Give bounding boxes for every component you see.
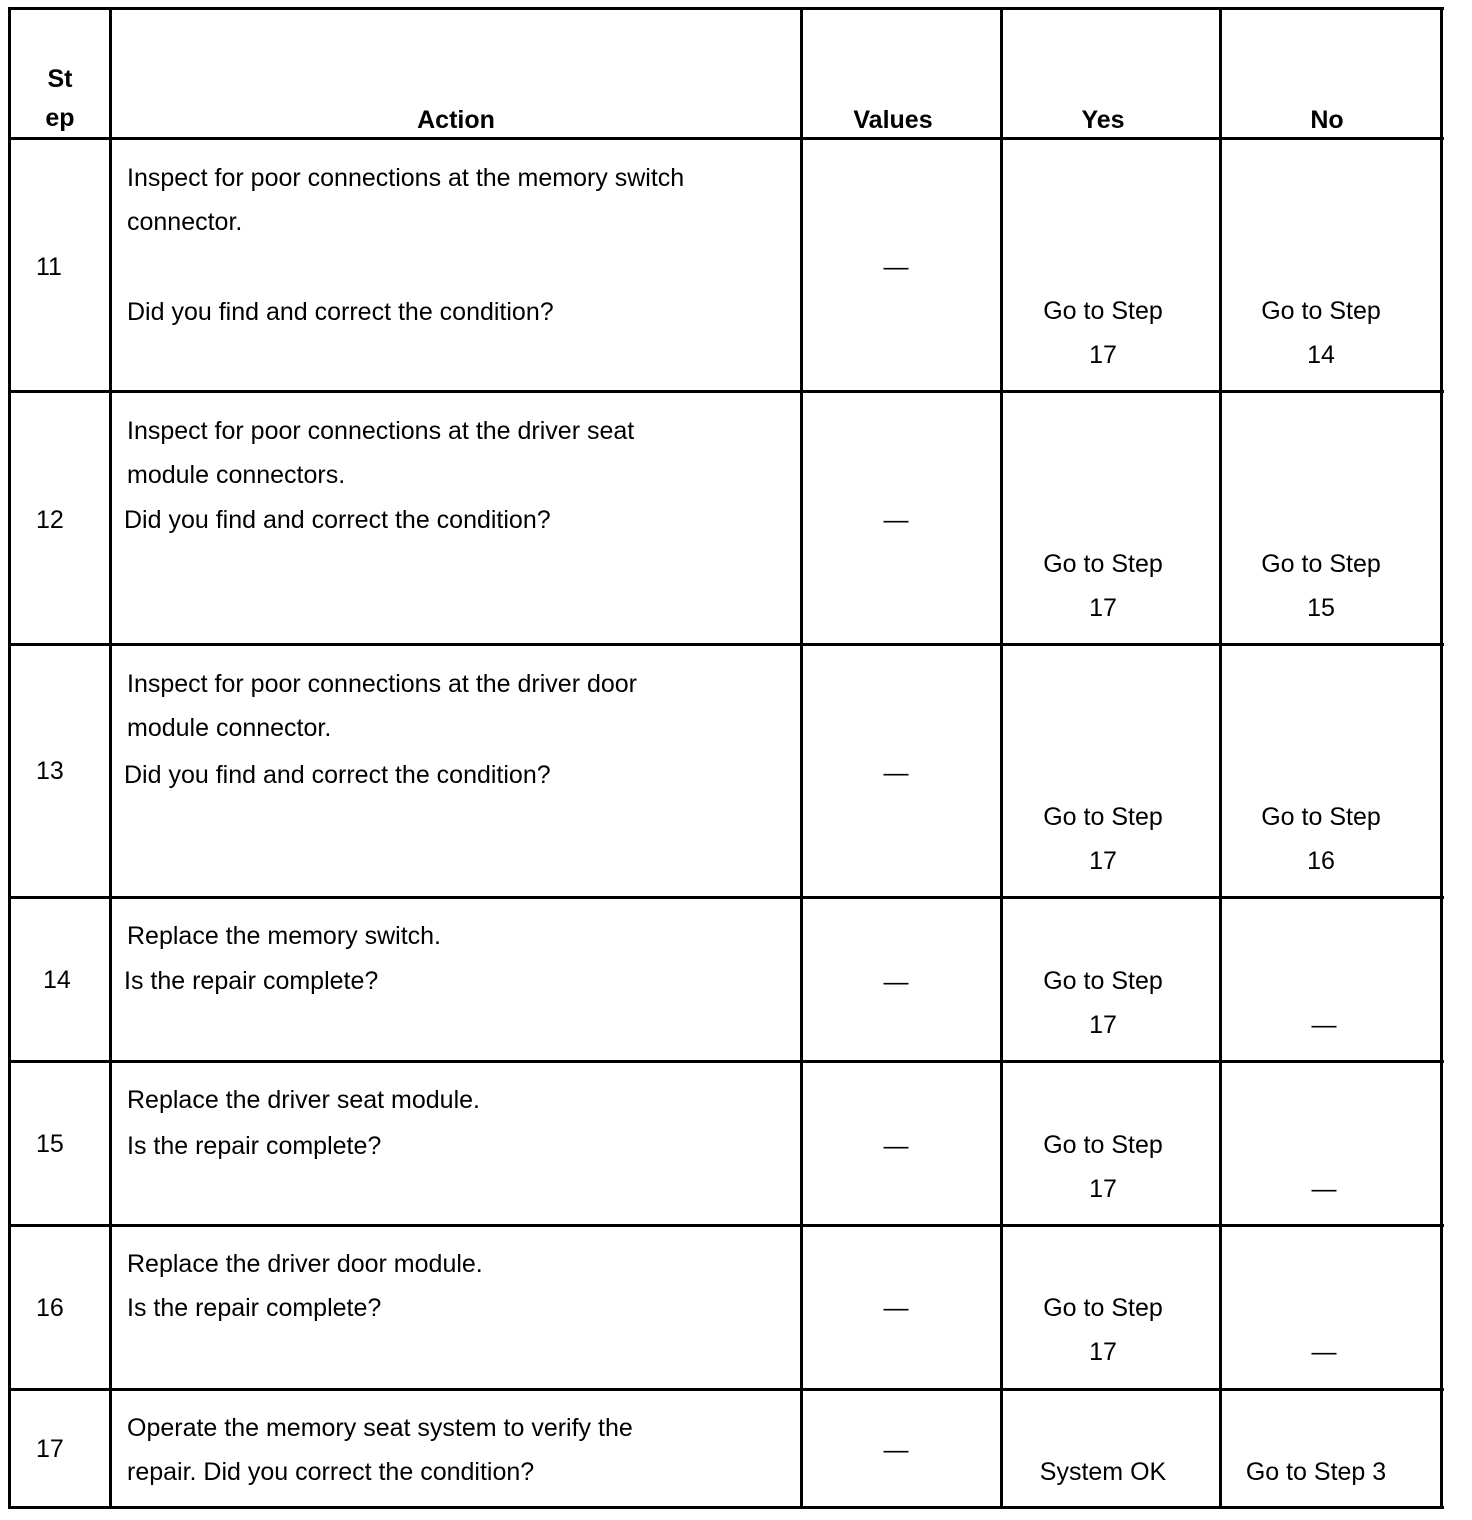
action-question: Is the repair complete? — [124, 967, 379, 995]
header-values: Values — [853, 106, 933, 134]
yes-cell: System OK — [1039, 1458, 1167, 1486]
yes-cell: Go to Step 17 — [1043, 550, 1163, 622]
no-cell: — — [1311, 1338, 1337, 1366]
action-text: repair. Did you correct the condition? — [127, 1458, 535, 1486]
header-action: Action — [417, 106, 495, 134]
no-cell: Go to Step 14 — [1261, 297, 1381, 369]
action-question: Is the repair complete? — [127, 1132, 382, 1160]
header-yes: Yes — [1081, 106, 1125, 134]
action-text: Inspect for poor connections at the driver door — [127, 670, 638, 698]
step-number: 15 — [36, 1130, 64, 1158]
action-text: Replace the memory switch. — [127, 922, 442, 950]
value-cell: — — [883, 506, 909, 534]
action-text: Inspect for poor connections at the memory switch — [127, 164, 685, 192]
no-cell: Go to Step 15 — [1261, 550, 1381, 622]
action-text: Replace the driver seat module. — [127, 1086, 480, 1114]
no-cell: Go to Step 16 — [1261, 803, 1381, 875]
step-number: 17 — [36, 1435, 64, 1463]
yes-cell: Go to Step 17 — [1043, 803, 1163, 875]
step-number: 13 — [36, 757, 64, 785]
step-number: 12 — [36, 506, 64, 534]
header-step: St ep — [45, 65, 75, 132]
value-cell: — — [883, 968, 909, 996]
action-text: module connector. — [127, 714, 332, 742]
no-cell: Go to Step 3 — [1245, 1458, 1387, 1486]
yes-cell: Go to Step 17 — [1043, 967, 1163, 1039]
no-cell: — — [1311, 1011, 1337, 1039]
yes-cell: Go to Step 17 — [1043, 1131, 1163, 1203]
yes-cell: Go to Step 17 — [1043, 297, 1163, 369]
step-number: 16 — [36, 1294, 64, 1322]
action-text: module connectors. — [127, 461, 346, 489]
action-question: Did you find and correct the condition? — [127, 298, 554, 326]
action-text: Replace the driver door module. — [127, 1250, 483, 1278]
action-question: Did you find and correct the condition? — [124, 506, 551, 534]
value-cell: — — [883, 1436, 909, 1464]
action-text: connector. — [127, 208, 243, 236]
yes-cell: Go to Step 17 — [1043, 1294, 1163, 1366]
action-text: Operate the memory seat system to verify the — [127, 1414, 633, 1442]
action-question: Is the repair complete? — [127, 1294, 382, 1322]
step-number: 11 — [36, 253, 62, 281]
action-question: Did you find and correct the condition? — [124, 761, 551, 789]
action-text: Inspect for poor connections at the driver seat — [127, 417, 635, 445]
step-number: 14 — [43, 966, 71, 994]
value-cell: — — [883, 1294, 909, 1322]
header-no: No — [1310, 106, 1344, 134]
no-cell: — — [1311, 1175, 1337, 1203]
value-cell: — — [883, 759, 909, 787]
value-cell: — — [883, 1132, 909, 1160]
value-cell: — — [883, 253, 909, 281]
